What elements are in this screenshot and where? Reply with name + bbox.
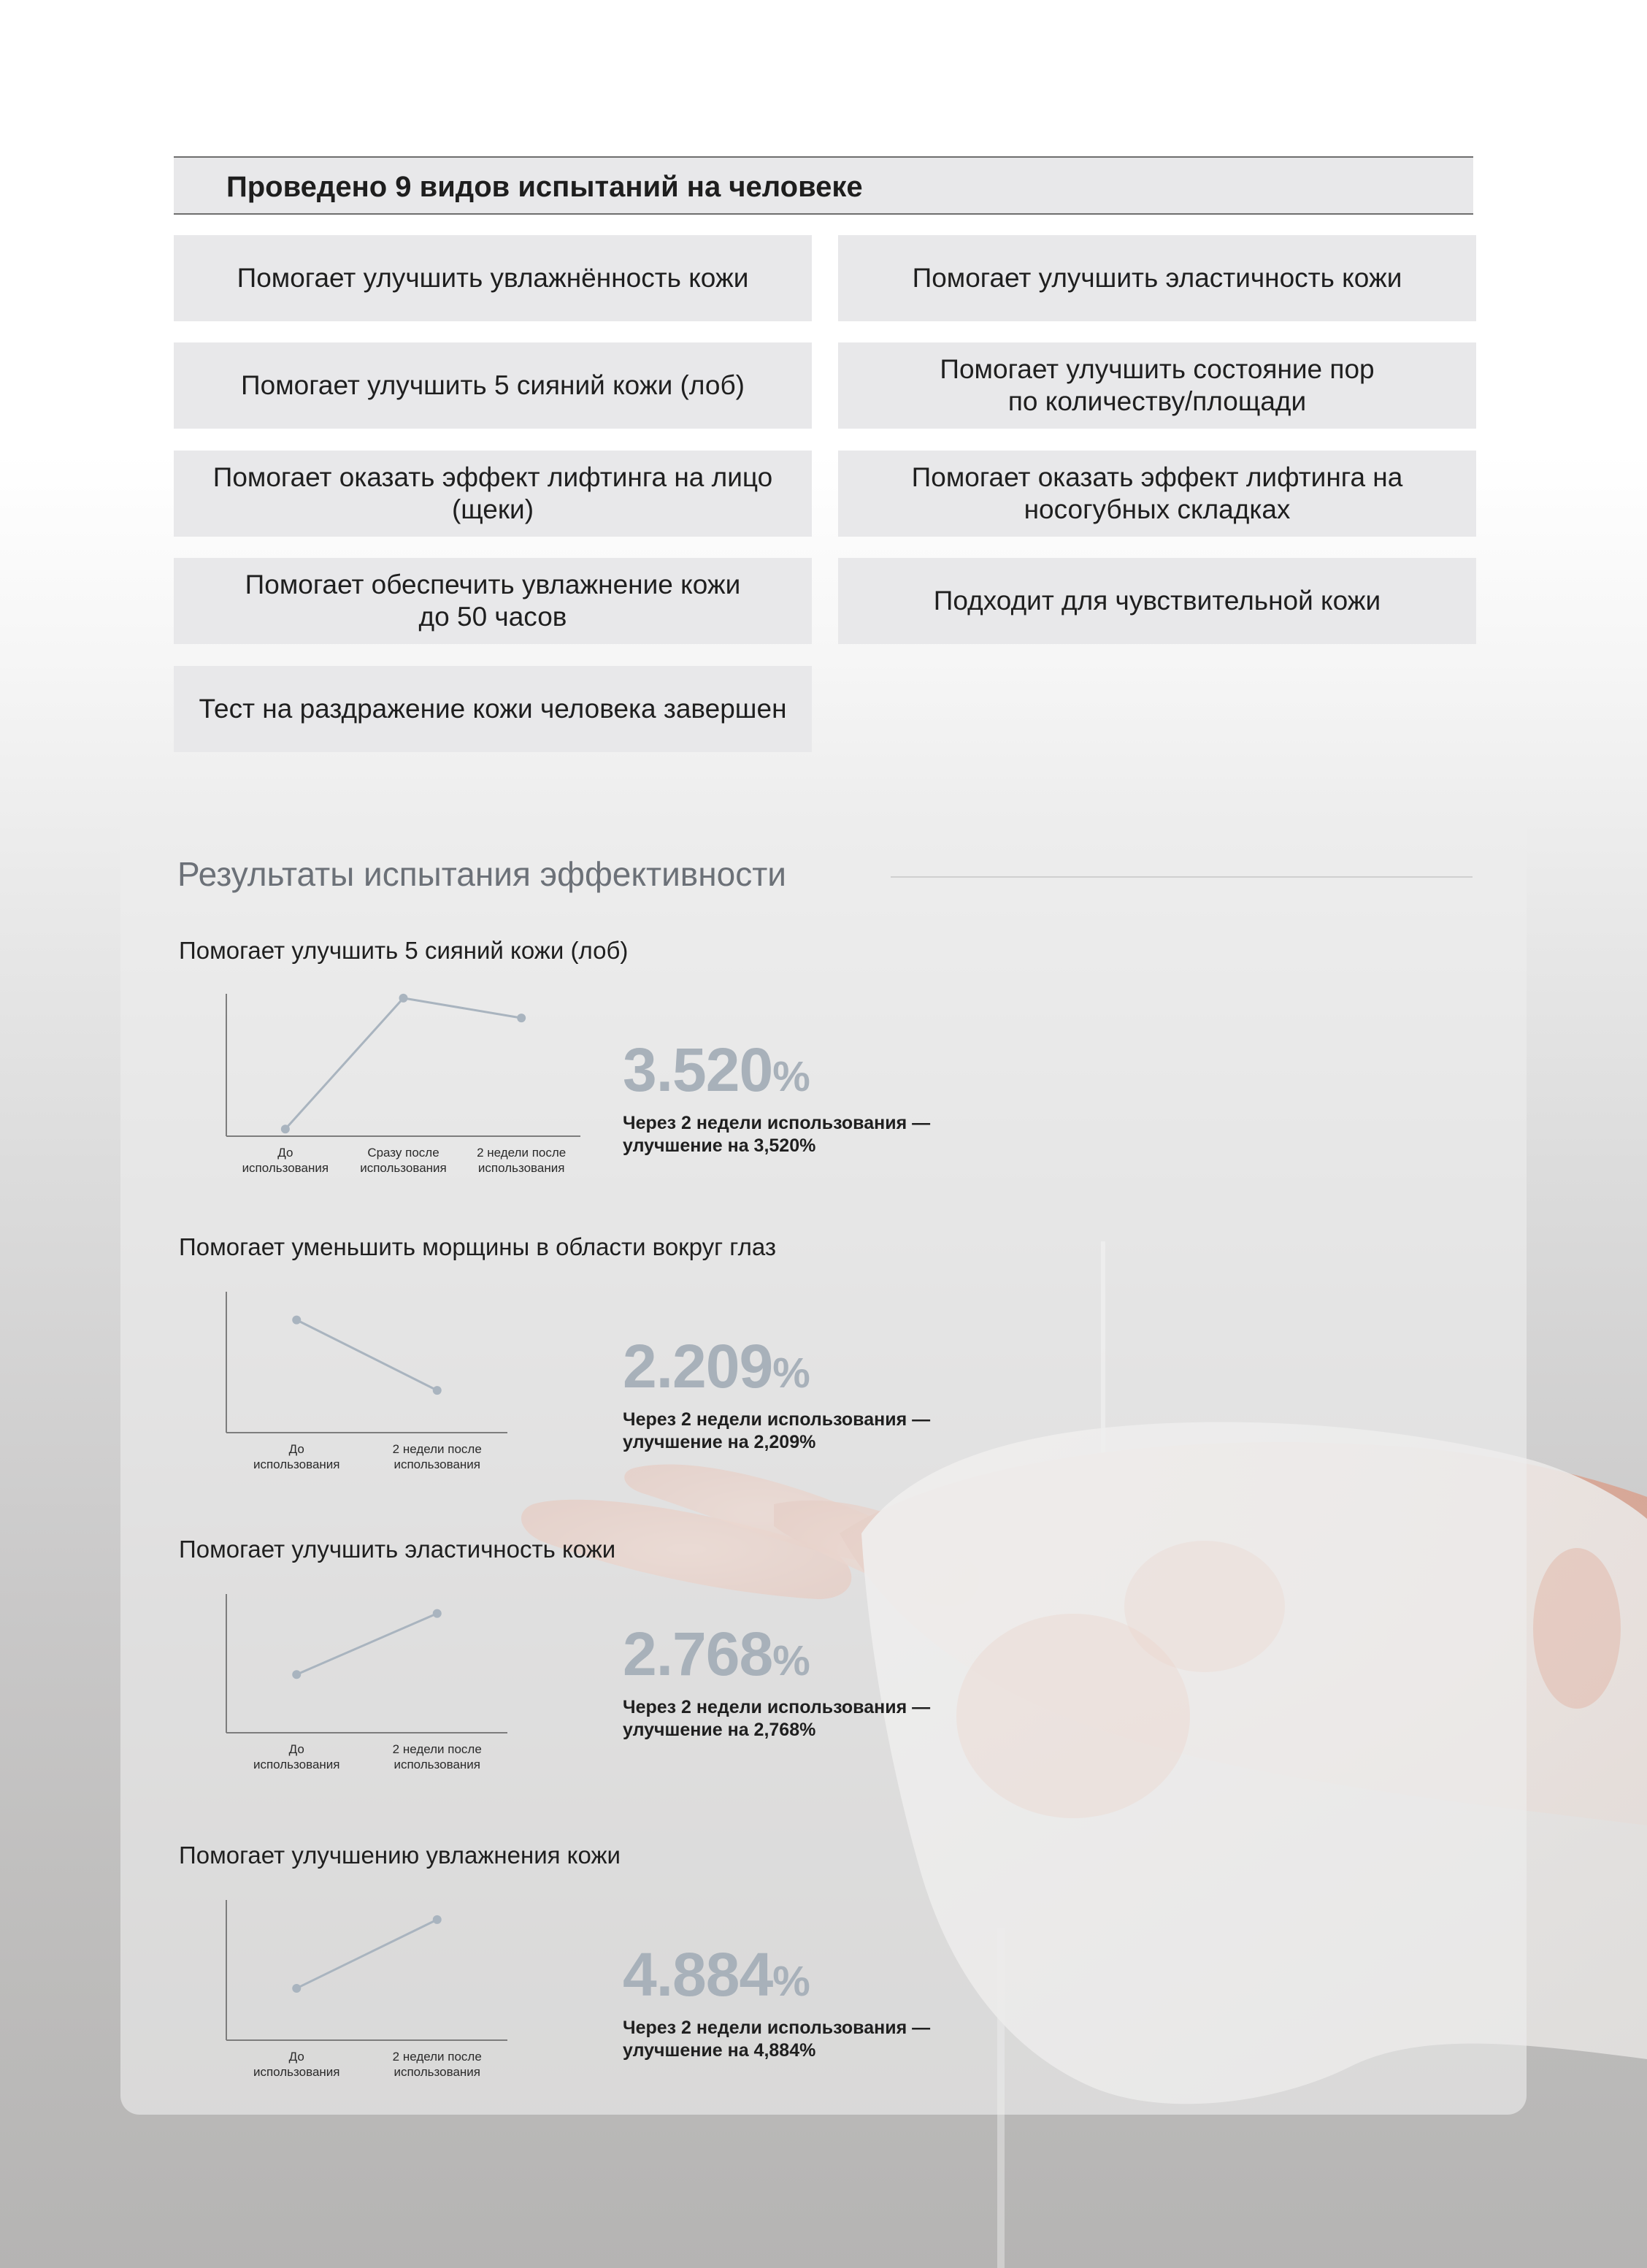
chart-data-point [292, 1316, 301, 1325]
results-title: Результаты испытания эффективности [177, 855, 786, 893]
test-item: Помогает улучшить 5 сияний кожи (лоб) [174, 342, 812, 429]
test-item: Помогает улучшить увлажнённость кожи [174, 235, 812, 321]
title-divider [891, 876, 1473, 878]
chart-tick-label: 2 недели после использования [477, 1146, 567, 1175]
metric-description: Через 2 недели использования — улучшение на 2,209% [623, 1409, 931, 1452]
chart-data-point [292, 1670, 301, 1679]
metric-value [623, 1332, 810, 1404]
metric-value-unit: % [772, 1349, 810, 1397]
test-item: Помогает обеспечить увлажнение кожи до 50 часов [174, 558, 812, 644]
metric-description: Через 2 недели использования — улучшение на 4,884% [623, 2018, 931, 2061]
metric-value-unit: % [772, 1053, 810, 1100]
metric-title: Помогает улучшить 5 сияний кожи (лоб) [179, 937, 629, 964]
metric-value-number: 3.520 [623, 1035, 773, 1104]
line-chart [120, 937, 573, 1178]
metric-description: Через 2 недели использования — улучшение на 2,768% [623, 1697, 931, 1740]
metric-value-number: 2.209 [623, 1332, 773, 1401]
line-chart [120, 1536, 573, 1777]
metric-value [623, 1035, 810, 1108]
chart-data-point [281, 1125, 290, 1133]
chart-data-point [433, 1609, 442, 1618]
metric-value-unit: % [772, 1637, 810, 1685]
metric-value [623, 1620, 810, 1692]
tests-title: Проведено 9 видов испытаний на человеке [226, 171, 863, 203]
chart-tick-label: До использования [253, 1742, 340, 1771]
metric-value [623, 1940, 810, 2012]
chart-data-point [292, 1984, 301, 1993]
chart-series-line [296, 1920, 437, 1988]
line-chart [120, 1842, 573, 2083]
metric-title: Помогает улучшить эластичность кожи [179, 1536, 616, 1563]
chart-series-line [285, 998, 521, 1129]
test-item: Помогает улучшить эластичность кожи [838, 235, 1476, 321]
chart-tick-label: До использования [253, 2050, 340, 2079]
metric-value-number: 2.768 [623, 1620, 773, 1688]
chart-tick-label: 2 недели после использования [392, 2050, 482, 2079]
chart-series-line [296, 1320, 437, 1391]
results-panel [120, 796, 1527, 2115]
tests-header [174, 156, 1473, 215]
chart-tick-label: 2 недели после использования [392, 1442, 482, 1471]
chart-tick-label: 2 недели после использования [392, 1742, 482, 1771]
test-item: Помогает улучшить состояние пор по количеству/площади [838, 342, 1476, 429]
test-item: Тест на раздражение кожи человека завершен [174, 666, 812, 752]
chart-series-line [296, 1614, 437, 1675]
chart-data-point [433, 1915, 442, 1924]
chart-tick-label: До использования [242, 1146, 329, 1175]
test-item: Помогает оказать эффект лифтинга на лицо (щеки) [174, 451, 812, 537]
metric-description: Через 2 недели использования — улучшение на 3,520% [623, 1113, 931, 1156]
chart-tick-label: До использования [253, 1442, 340, 1471]
metric-value-unit: % [772, 1958, 810, 2005]
test-item: Подходит для чувствительной кожи [838, 558, 1476, 644]
chart-data-point [433, 1386, 442, 1395]
chart-tick-label: Сразу после использования [360, 1146, 447, 1175]
metric-title: Помогает улучшению увлажнения кожи [179, 1842, 621, 1869]
line-chart [120, 1233, 573, 1474]
test-item: Помогает оказать эффект лифтинга на носогубных складках [838, 451, 1476, 537]
metric-title: Помогает уменьшить морщины в области вокруг глаз [179, 1233, 776, 1260]
metric-value-number: 4.884 [623, 1940, 773, 2009]
chart-data-point [517, 1014, 526, 1022]
chart-data-point [399, 994, 408, 1003]
